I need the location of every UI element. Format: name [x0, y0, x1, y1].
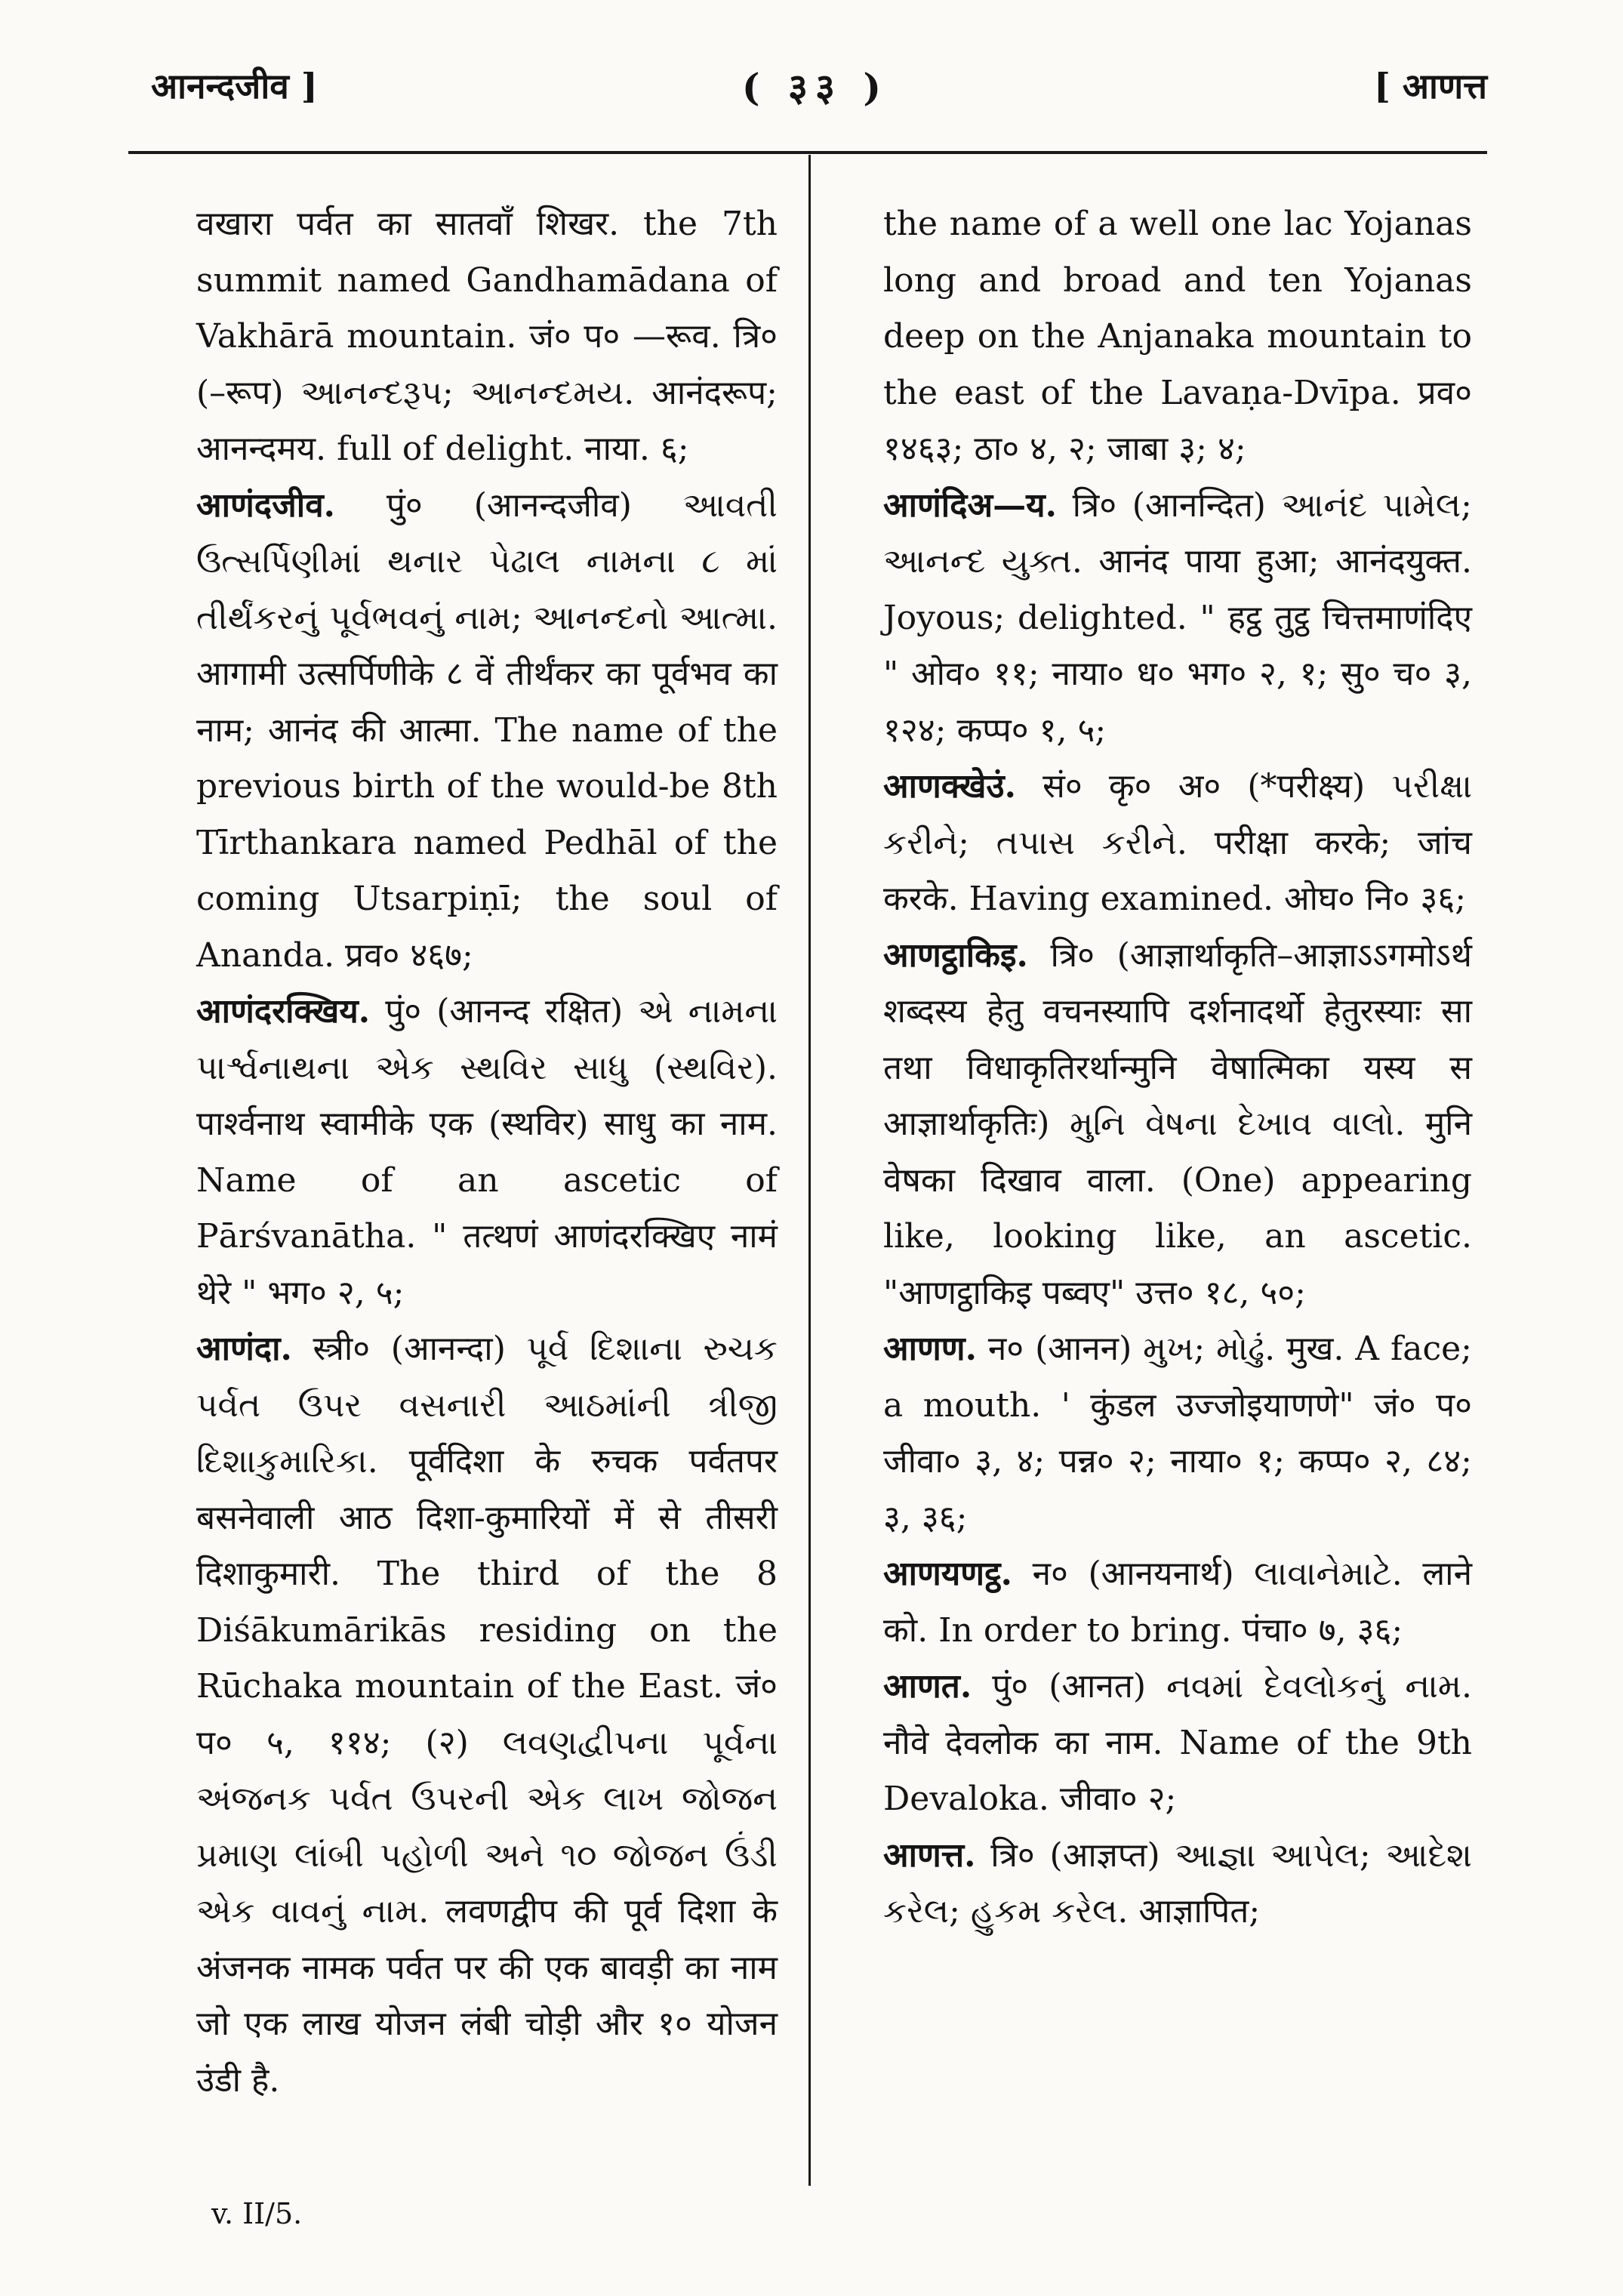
dictionary-entry — [838, 1546, 1472, 1659]
dictionary-entry — [838, 928, 1472, 1322]
right-column — [838, 196, 1472, 1940]
entry-definition: स्त्री० (आनन्दा) પૂર્વ દિશાના રુચક પર્વત ઉપર વસનારી આઠમાંની ત્રીજી દિશાકુમારિકા. पूर्वदिशा के रुचक पर्वतपर बसनेवाली आठ दिशा-कुमारियों में से तीसरी दिशाकुमारी. The third of the 8 Diśākumārikās residing on the Rūchaka mountain of the East. जं० प० ५, ११४; (२) લવણદ્વીપના પૂર્વના અંજનક પર્વત ઉપરની એક લાખ જોજન પ્રમાણ લાંબી પહોળી અને ૧૦ જોજન ઉંડી એક વાવનું નામ. लवणद्वीप की पूर्व दिशा के अंजनक नामक पर्वत पर की एक बावड़ी का नाम जो एक लाख योजन लंबी चोड़ी और १० योजन उंडी है. — [196, 1330, 778, 2100]
header-right-guideword: [ आणत्त — [1374, 66, 1487, 106]
dictionary-entry — [838, 478, 1472, 760]
dictionary-entry — [838, 759, 1472, 928]
header-rule — [128, 151, 1487, 154]
entry-headword: आणत्त. — [883, 1835, 976, 1875]
entry-definition: त्रि० (आज्ञार्थाकृति–आज्ञाऽऽगमोऽर्थ शब्दस्य हेतु वचनस्यापि दर्शनादर्थो हेतुरस्याः सा तथा विधाकृतिरर्थान्मुनि वेषात्मिका यस्य स आज्ञार्थाकृतिः) મુનિ વેષના દેખાવ વાલો. मुनि वेषका दिखाव वाला. (One) appearing like, looking like, an ascetic. "आणट्ठाकिइ पब्वए" उत्त० १८, ५०; — [883, 935, 1472, 1312]
entry-headword: आणक्खेउं. — [883, 767, 1016, 806]
left-column — [151, 196, 778, 2109]
entry-definition: पुं० (आनन्दजीव) આવતી ઉત્સર્પિણીમાં થનાર પેઢાલ નામના ૮ માં તીર્થંકરનું પૂર્વભવનું નામ; આનન્દનો આત્મા. आगामी उत्सर्पिणीके ८ वें तीर्थंकर का पूर्वभव का नाम; आनंद की आत्मा. The name of the previous birth of the would-be 8th Tīrthankara named Pedhāl of the coming Utsarpiṇī; the soul of Ananda. प्रव० ४६७; — [196, 485, 778, 975]
dictionary-entry — [838, 1321, 1472, 1546]
entry-definition: पुं० (आनत) નવમાં દેવલોકનું નામ. नौवे देवलोक का नाम. Name of the 9th Devaloka. जीवा० २; — [883, 1667, 1472, 1818]
entry-definition: सं० कृ० अ० (*परीक्ष्य) પરીક્ષા કરીને; તપાસ કરીને. परीक्षा करके; जांच करके. Having examined. ओघ० नि० ३६; — [883, 767, 1472, 918]
page-header — [0, 0, 1623, 136]
entry-headword: आणंदिअ—य. — [883, 485, 1057, 525]
entry-definition: न० (आनयनार्थ) લાવાનેમાટે. लाने को. In order to bring. पंचा० ७, ३६; — [883, 1555, 1472, 1650]
entry-headword: आणंदा. — [196, 1330, 292, 1368]
entry-headword: आणयणट्ठ. — [883, 1555, 1012, 1593]
entry-headword: आणण. — [883, 1330, 977, 1368]
dictionary-entry — [838, 196, 1472, 478]
entry-headword: आणट्ठाकिइ. — [883, 935, 1028, 975]
entry-definition: त्रि० (आज्ञप्त) આજ્ઞા આપેલ; આદેશ કરેલ; હુકમ કરેલ. आज्ञापित; — [883, 1835, 1472, 1931]
entry-definition: त्रि० (आनन्दित) આનંદ પામેલ; આનન્દ યુક્ત. आनंद पाया हुआ; आनंदयुक्त. Joyous; delighted. " हट्ठ तुट्ठ चित्तमाणंदिए " ओव० ११; नाया० ध० भग० २, १; सु० च० ३, १२४; कप्प० १, ५; — [883, 485, 1472, 750]
column-divider — [808, 155, 811, 2186]
dictionary-entry — [151, 1321, 778, 2109]
entry-continuation: वखारा पर्वत का सातवाँ शिखर. the 7th summit named Gandhamādana of Vakhārā mountain. जं० प० —रूव. त्रि० (–रूप) આનન્દરૂપ; આનન્દમય. आनंदरूप; आनन्दमय. full of delight. नाया. ६; — [196, 205, 778, 468]
entry-headword: आणत. — [883, 1667, 972, 1706]
entry-headword: आणंदरक्खिय. — [196, 992, 371, 1031]
signature-mark: v. II/5. — [211, 2197, 303, 2230]
header-left-guideword: आनन्दजीव ] — [151, 66, 318, 106]
dictionary-entry — [838, 1659, 1472, 1828]
dictionary-entry — [151, 984, 778, 1321]
dictionary-entry — [838, 1828, 1472, 1940]
entry-continuation: the name of a well one lac Yojanas long and broad and ten Yojanas deep on the Anjanaka mountain to the east of the Lavaṇa-Dvīpa. प्रव० १४६३; ठा० ४, २; जाबा ३; ४; — [883, 205, 1472, 468]
dictionary-entry — [151, 478, 778, 985]
entry-headword: आणंदजीव. — [196, 485, 335, 525]
entry-definition: न० (आनन) મુખ; મોઢું. मुख. A face; a mouth. ' कुंडल उज्जोइयाणणे" जं० प० जीवा० ३, ४; पन्न० २; नाया० १; कप्प० २, ८४; ३, ३६; — [883, 1330, 1472, 1537]
entry-definition: पुं० (आनन्द रक्षित) એ નામના પાર્શ્વનાથના એક સ્થવિર સાધુ (સ્થવિર). पार्श्वनाथ स्वामीके एक (स्थविर) साधु का नाम. Name of an ascetic of Pārśvanātha. " तत्थणं आणंदरक्खिए नामं थेरे " भग० २, ५; — [196, 992, 778, 1312]
page-number: ( ३३ ) — [741, 65, 889, 109]
dictionary-entry — [151, 196, 778, 478]
